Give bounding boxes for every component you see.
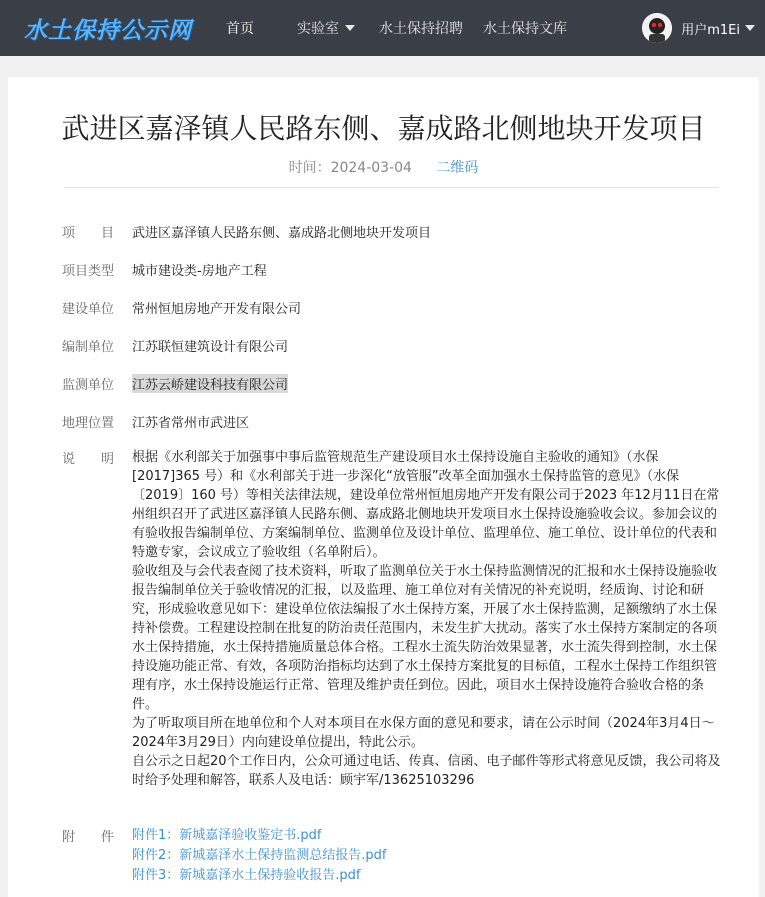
- field-monitoring-unit: [62, 374, 732, 393]
- site-logo[interactable]: 水土保持公示网: [24, 17, 192, 44]
- nav-lab[interactable]: [277, 0, 359, 56]
- description-body: [132, 448, 726, 790]
- field-label: 编制单位: [62, 340, 115, 355]
- field-value: 江苏省常州市武进区: [132, 416, 250, 431]
- field-value: 江苏云峤建设科技有限公司: [132, 374, 288, 393]
- nav-home[interactable]: [207, 0, 277, 56]
- article-meta: [8, 157, 759, 177]
- avatar-image: [642, 13, 672, 43]
- nav-recruitment[interactable]: [359, 0, 483, 56]
- user-menu[interactable]: [642, 0, 755, 56]
- top-navbar: [0, 0, 765, 56]
- attachments-section: [62, 826, 732, 886]
- field-label: 项 目: [62, 226, 115, 241]
- attachment-list: [132, 826, 386, 886]
- attachment-link-3[interactable]: 附件3：新城嘉泽水土保持验收报告.pdf: [132, 868, 361, 883]
- field-value: 城市建设类-房地产工程: [132, 264, 267, 279]
- field-compiling-unit: [62, 336, 732, 355]
- chevron-down-icon: [745, 25, 755, 31]
- field-label: 地理位置: [62, 416, 115, 431]
- description-paragraph: 验收组及与会代表查阅了技术资料，听取了监测单位关于水土保持监测情况的汇报和水土保持设施验收报告编制单位关于验收情况的汇报，以及监理、施工单位对有关情况的补充说明，经质询、讨论和研究，形成验收意见如下：建设单位依法编报了水土保持方案，开展了水土保持监测，足额缴纳了水土保持补偿费。工程建设控制在批复的防治责任范围内，未发生扩大扰动。落实了水土保持方案制定的各项水土保持措施，水土保持措施质量总体合格。工程水土流失防治效果显著，水土流失得到控制，水土保持设施功能正常、有效，各项防治指标均达到了水土保持方案批复的目标值，工程水土保持工作组织管理有序，水土保持设施运行正常、管理及维护责任到位。因此，项目水土保持设施符合验收合格的条件。: [132, 564, 718, 712]
- field-project: [62, 222, 732, 241]
- attachments-label: 附 件: [62, 830, 115, 845]
- field-value: 江苏联恒建筑设计有限公司: [132, 340, 289, 355]
- description-label: 说 明: [62, 452, 115, 467]
- description-paragraph: 根据《水利部关于加强事中事后监管规范生产建设项目水土保持设施自主验收的通知》（水保[2017]365 号）和《水利部关于进一步深化“放管服”改革全面加强水土保持监管的意见》（水保〔2019〕160 号）等相关法律法规，建设单位常州恒旭房地产开发有限公司于2023 年12月11日在常州组织召开了武进区嘉泽镇人民路东侧、嘉成路北侧地块开发项目水土保持设施验收会议。参加会议的有验收报告编制单位、方案编制单位、监测单位及设计单位、监理单位、施工单位、设计单位的代表和特邀专家，会议成立了验收组（名单附后）。: [132, 450, 720, 560]
- attachment-link-1[interactable]: 附件1：新城嘉泽验收鉴定书.pdf: [132, 828, 322, 843]
- description-section: [62, 448, 732, 790]
- nav-lab-label: 实验室: [297, 21, 339, 37]
- username: 用户m1Ei: [681, 22, 740, 38]
- field-project-type: [62, 260, 732, 279]
- description-paragraph: 自公示之日起20个工作日内，公众可通过电话、传真、信函、电子邮件等形式将意见反馈，我公司将及时给予处理和解答，联系人及电话：顾宇军/13625103296: [132, 754, 721, 788]
- field-label: 建设单位: [62, 302, 115, 317]
- field-construction-unit: [62, 298, 732, 317]
- field-location: [62, 412, 732, 431]
- nav-home-label: 首页: [226, 21, 254, 37]
- nav-library[interactable]: [483, 0, 567, 56]
- chevron-down-icon: [345, 25, 355, 31]
- article-card: [8, 77, 759, 897]
- main-nav: [207, 0, 567, 56]
- nav-library-label: 水土保持文库: [483, 21, 567, 37]
- field-value: 武进区嘉泽镇人民路东侧、嘉成路北侧地块开发项目: [132, 226, 432, 241]
- field-value: 常州恒旭房地产开发有限公司: [132, 302, 302, 317]
- avatar: [642, 13, 672, 43]
- description-paragraph: 为了听取项目所在地单位和个人对本项目在水保方面的意见和要求，请在公示时间（2024年3月4日～2024年3月29日）内向建设单位提出，特此公示。: [132, 716, 715, 750]
- nav-recruitment-label: 水土保持招聘: [379, 21, 463, 37]
- field-label: 项目类型: [62, 264, 115, 279]
- qrcode-link[interactable]: 二维码: [436, 160, 479, 176]
- divider: [64, 187, 719, 188]
- field-label: 监测单位: [62, 378, 115, 393]
- publish-time: 时间：2024-03-04: [288, 160, 412, 176]
- attachment-link-2[interactable]: 附件2：新城嘉泽水土保持监测总结报告.pdf: [132, 848, 387, 863]
- page-title: 武进区嘉泽镇人民路东侧、嘉成路北侧地块开发项目: [61, 112, 706, 145]
